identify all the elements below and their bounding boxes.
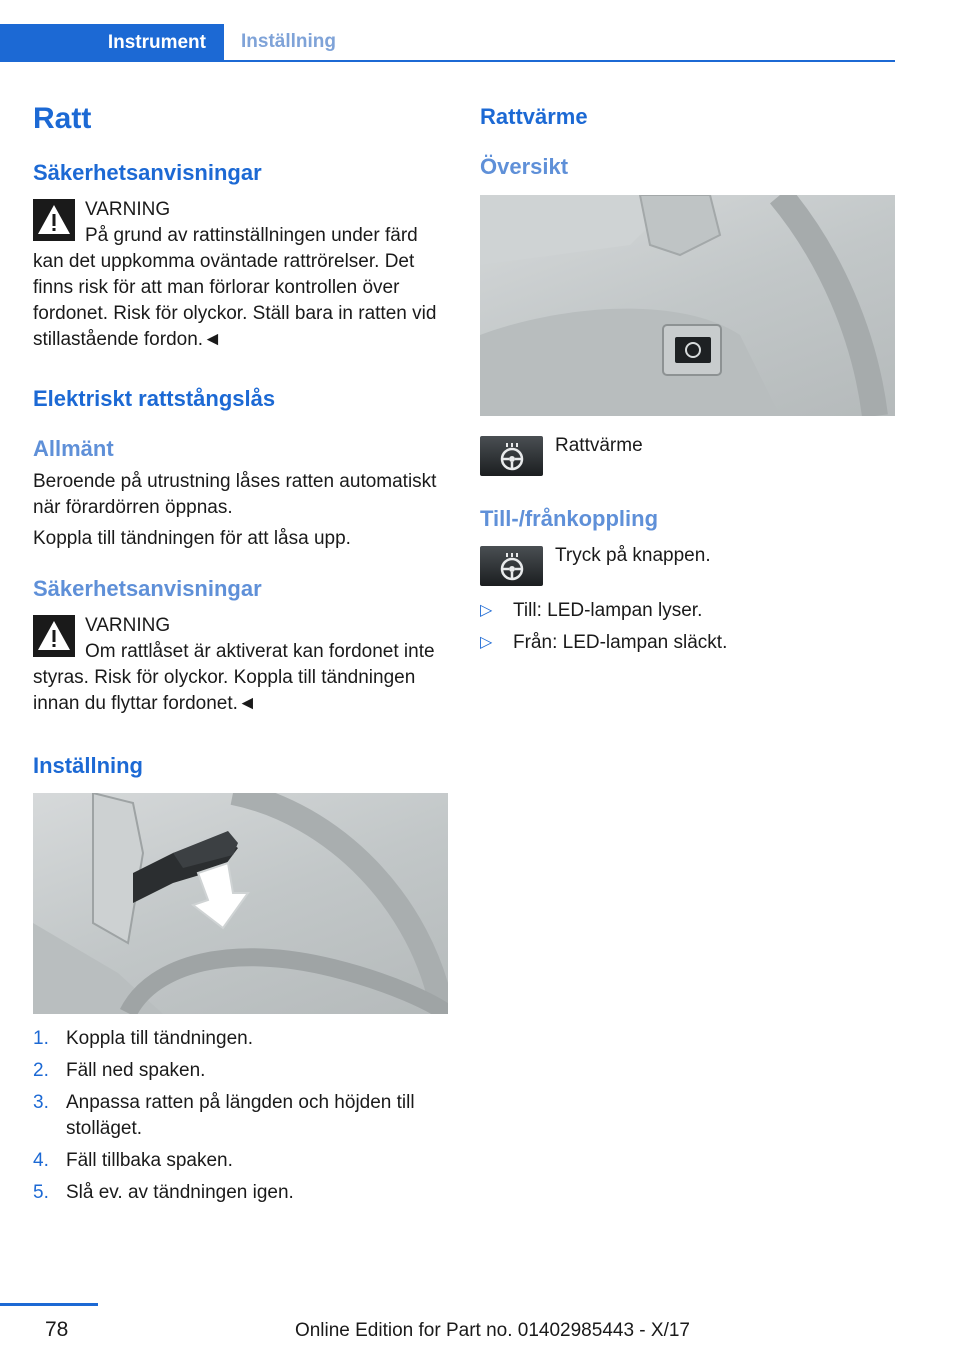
bullet-text: Till: LED-lampan lyser. bbox=[513, 600, 703, 621]
steering-wheel-heat-icon bbox=[497, 441, 527, 471]
adjust-heading: Inställning bbox=[33, 753, 143, 778]
warning-text-1: På grund av rattinställningen under färd kan det uppkomma oväntade rattrörelser. Det finns risk för att man förlorar kontrollen över fordonet. Risk för olyckor. Ställ bara in ratten vid stillastående fordon.◄ bbox=[33, 225, 437, 350]
general-text-2: Koppla till tändningen för att låsa upp. bbox=[33, 528, 351, 549]
step-number: 3. bbox=[33, 1092, 49, 1113]
heated-wheel-heading: Rattvärme bbox=[480, 104, 588, 129]
led-status-list bbox=[480, 598, 895, 662]
general-heading: Allmänt bbox=[33, 436, 114, 461]
overview-heading: Översikt bbox=[480, 154, 569, 179]
step-text: Koppla till tändningen. bbox=[66, 1028, 253, 1049]
header-rule bbox=[0, 60, 895, 62]
steering-wheel-heat-icon bbox=[497, 551, 527, 581]
step-text: Fäll tillbaka spaken. bbox=[66, 1150, 233, 1171]
list-item bbox=[33, 1090, 448, 1142]
heated-wheel-button-illustration bbox=[480, 195, 895, 416]
steering-lever-illustration bbox=[33, 793, 448, 1014]
bullet-triangle-icon: ▷ bbox=[480, 634, 493, 651]
warning-triangle-icon bbox=[33, 199, 75, 241]
step-number: 4. bbox=[33, 1150, 49, 1171]
step-number: 2. bbox=[33, 1060, 49, 1081]
list-item bbox=[33, 1180, 448, 1206]
heated-steering-wheel-button bbox=[480, 546, 543, 586]
adjust-steps bbox=[33, 1026, 448, 1212]
step-text: Anpassa ratten på längden och höjden till stolläget. bbox=[66, 1092, 415, 1139]
page-number: 78 bbox=[45, 1318, 69, 1341]
list-item bbox=[480, 598, 895, 624]
warning-label-2: VARNING bbox=[85, 615, 171, 636]
heated-steering-wheel-icon bbox=[480, 436, 543, 476]
warning-box-2 bbox=[33, 613, 448, 717]
icon-caption: Rattvärme bbox=[555, 435, 643, 456]
lock-heading: Elektriskt rattstångslås bbox=[33, 386, 276, 411]
list-item bbox=[480, 630, 895, 656]
tab-installning[interactable]: Inställning bbox=[241, 31, 336, 52]
chapter-header bbox=[0, 24, 895, 62]
warning-text-2: Om rattlåset är aktiverat kan fordonet inte styras. Risk för olyckor. Koppla till tändningen innan du flyttar fordonet.◄ bbox=[33, 641, 435, 714]
warning-box-1 bbox=[33, 197, 448, 353]
step-text: Slå ev. av tändningen igen. bbox=[66, 1182, 294, 1203]
safety-heading-1: Säkerhetsanvisningar bbox=[33, 160, 262, 185]
list-item bbox=[33, 1026, 448, 1052]
bullet-text: Från: LED-lampan släckt. bbox=[513, 632, 728, 653]
bullet-triangle-icon: ▷ bbox=[480, 602, 493, 619]
warning-label-1: VARNING bbox=[85, 199, 171, 220]
step-text: Fäll ned spaken. bbox=[66, 1060, 206, 1081]
warning-triangle-icon bbox=[33, 615, 75, 657]
footer-rule bbox=[0, 1303, 98, 1306]
toggle-heading: Till-/frånkoppling bbox=[480, 506, 659, 531]
list-item bbox=[33, 1148, 448, 1174]
dashboard-drawing bbox=[480, 195, 895, 416]
step-number: 5. bbox=[33, 1182, 49, 1203]
safety-heading-2: Säkerhetsanvisningar bbox=[33, 576, 262, 601]
general-text-1: Beroende på utrustning låses ratten automatiskt när förardörren öppnas. bbox=[33, 471, 437, 518]
tab-instrument[interactable]: Instrument bbox=[0, 24, 224, 62]
page-title: Ratt bbox=[33, 102, 92, 135]
edition-text: Online Edition for Part no. 01402985443 - X/17 bbox=[294, 1320, 690, 1341]
steering-lever-drawing bbox=[33, 793, 448, 1014]
toggle-text: Tryck på knappen. bbox=[555, 545, 711, 566]
step-number: 1. bbox=[33, 1028, 49, 1049]
list-item bbox=[33, 1058, 448, 1084]
